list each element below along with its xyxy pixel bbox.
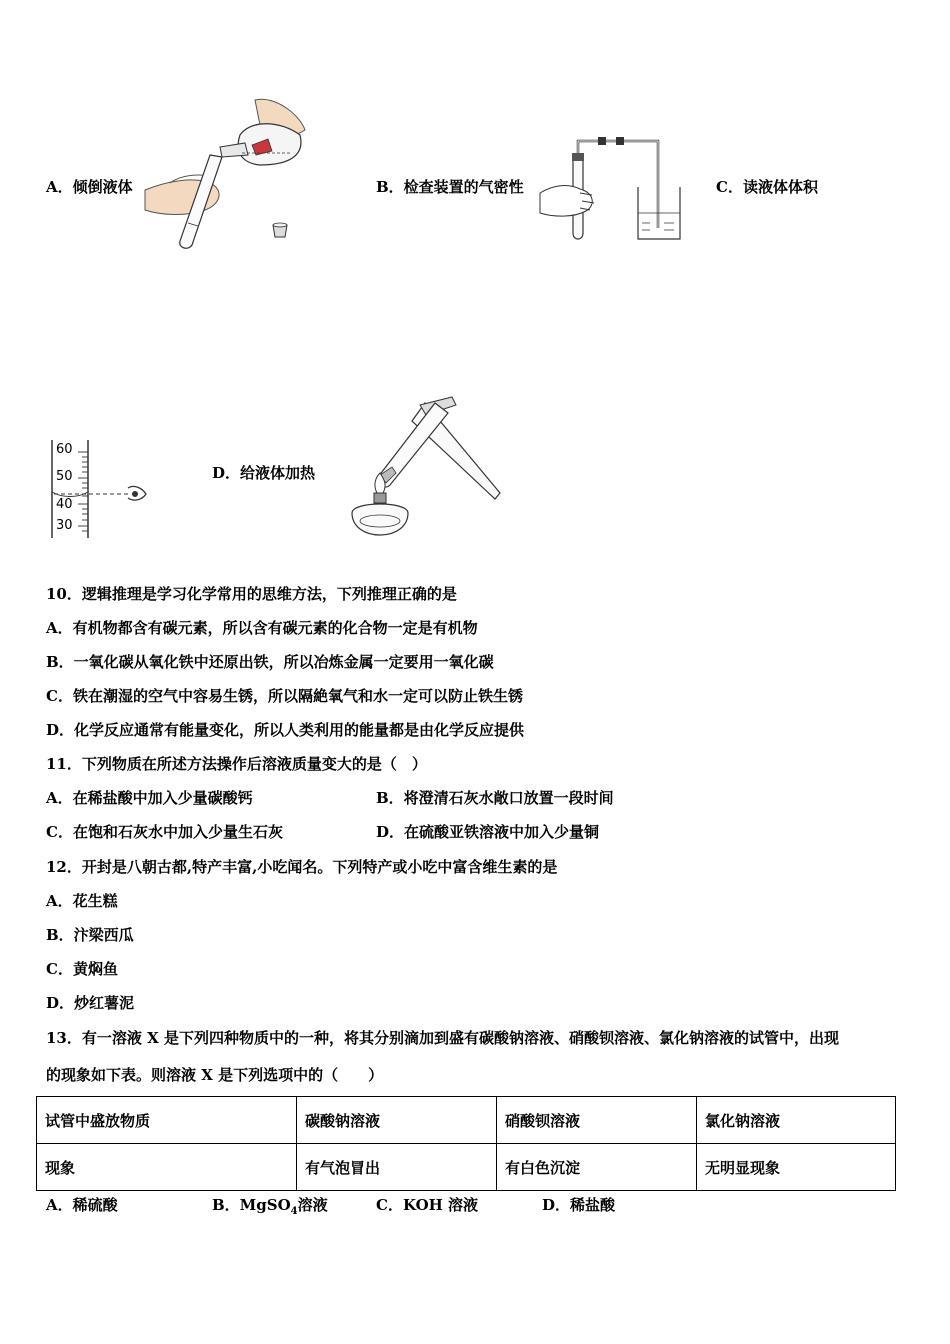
q13-option-b-prefix: B．MgSO: [212, 1196, 291, 1214]
q12-option-a: A．花生糕: [46, 892, 118, 910]
q11-stem: 11．下列物质在所述方法操作后溶液质量变大的是（ ）: [46, 755, 427, 773]
table-header-row: [37, 1097, 896, 1144]
option-b-label: B．检查装置的气密性: [376, 178, 524, 196]
q13-option-a: A．稀硫酸: [46, 1196, 118, 1214]
cylinder-mark-30: 30: [56, 518, 73, 533]
cylinder-mark-50: 50: [56, 469, 73, 484]
q13-option-b-subscript: 4: [290, 1206, 298, 1217]
q12-option-b: B．汴梁西瓜: [46, 926, 134, 944]
q11-option-a: A．在稀盐酸中加入少量碳酸钙: [46, 789, 253, 807]
q12-stem: 12．开封是八朝古都,特产丰富,小吃闻名。下列特产或小吃中富含维生素的是: [46, 858, 558, 876]
q10-option-d: D．化学反应通常有能量变化，所以人类利用的能量都是由化学反应提供: [46, 721, 525, 739]
table-cell: 硝酸钡溶液: [497, 1097, 697, 1144]
q13-option-b-suffix: 溶液: [297, 1196, 328, 1214]
option-a-label: A．倾倒液体: [46, 178, 133, 196]
table-cell: 有气泡冒出: [297, 1144, 497, 1191]
pouring-liquid-figure: [140, 95, 310, 250]
q10-option-c: C．铁在潮湿的空气中容易生锈，所以隔絶氧气和水一定可以防止铁生锈: [46, 687, 523, 705]
q10-stem: 10．逻辑推理是学习化学常用的思维方法，下列推理正确的是: [46, 585, 457, 603]
q13-option-d: D．稀盐酸: [542, 1196, 616, 1214]
observation-table: [36, 1096, 896, 1191]
airtightness-check-figure: [538, 133, 688, 245]
table-cell: 有白色沉淀: [497, 1144, 697, 1191]
option-c-label: C．读液体体积: [716, 178, 818, 196]
q13-option-c: C．KOH 溶液: [376, 1196, 479, 1214]
q11-option-d: D．在硫酸亚铁溶液中加入少量铜: [376, 823, 600, 841]
q11-option-c: C．在饱和石灰水中加入少量生石灰: [46, 823, 283, 841]
heating-liquid-figure: [340, 393, 510, 541]
option-d-label: D．给液体加热: [212, 464, 316, 482]
q10-option-a: A．有机物都含有碳元素，所以含有碳元素的化合物一定是有机物: [46, 619, 478, 637]
table-cell: 现象: [37, 1144, 297, 1191]
q13-stem-line1: 13．有一溶液 X 是下列四种物质中的一种，将其分别滴加到盛有碳酸钠溶液、硝酸钡溶液、氯化钠溶液的试管中，出现: [46, 1029, 839, 1047]
table-cell: 氯化钠溶液: [697, 1097, 896, 1144]
table-cell: 碳酸钠溶液: [297, 1097, 497, 1144]
table-cell: 试管中盛放物质: [37, 1097, 297, 1144]
table-row: [37, 1144, 896, 1191]
q12-option-c: C．黄焖鱼: [46, 960, 118, 978]
q10-option-b: B．一氧化碳从氧化铁中还原出铁，所以冶炼金属一定要用一氧化碳: [46, 653, 494, 671]
cylinder-mark-60: 60: [56, 442, 73, 457]
q13-option-b: [212, 1195, 328, 1222]
cylinder-mark-40: 40: [56, 497, 73, 512]
q13-stem-line2: 的现象如下表。则溶液 X 是下列选项中的（ ）: [46, 1066, 384, 1084]
q12-option-d: D．炒红薯泥: [46, 994, 135, 1012]
q11-option-b: B．将澄清石灰水敞口放置一段时间: [376, 789, 614, 807]
cylinder-reading-figure: [44, 438, 154, 542]
table-cell: 无明显现象: [697, 1144, 896, 1191]
